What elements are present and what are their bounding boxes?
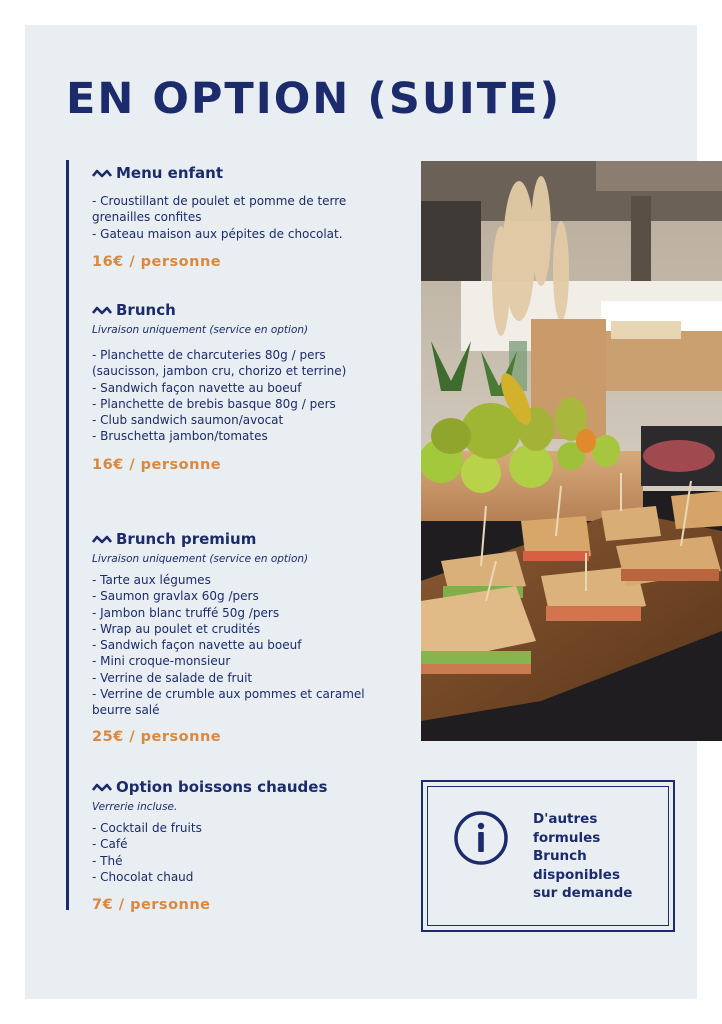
section-brunch-premium [92,528,392,745]
info-line: D'autres [533,811,598,827]
section-header [92,776,392,798]
section-subtitle: Verrerie incluse. [92,801,178,813]
wave-icon [92,167,112,179]
item-list [92,193,392,242]
section-boissons-chaudes [92,776,392,913]
list-item: - Sandwich façon navette au boeuf [92,638,302,653]
section-title: Option boissons chaudes [116,778,328,796]
list-item: - Mini croque-monsieur [92,654,231,669]
info-text [533,810,653,903]
vertical-divider [66,160,69,910]
section-subtitle: Livraison uniquement (service en option) [92,324,309,336]
list-item: - Cocktail de fruits [92,821,202,835]
info-icon [453,810,509,866]
section-header [92,162,392,184]
page-title: EN OPTION (SUITE) [66,74,562,124]
list-item: - Café [92,837,128,852]
list-item: - Verrine de salade de fruit [92,670,253,685]
photo-illustration [421,161,722,741]
section-title: Brunch premium [116,530,257,548]
info-line: sur demande [533,885,633,901]
info-line: Brunch [533,848,587,864]
list-item: - Sandwich façon navette au boeuf [92,380,302,395]
section-header [92,528,392,550]
section-title: Brunch [116,301,176,319]
section-menu-enfant [92,162,392,270]
list-item: - Thé [92,853,123,868]
info-box [421,780,675,932]
brunch-buffet-photo [421,161,722,741]
section-brunch [92,299,392,473]
info-line: disponibles [533,866,620,883]
list-item: - Club sandwich saumon/avocat [92,413,284,428]
item-list [92,347,392,445]
section-header [92,299,392,321]
section-subtitle: Livraison uniquement (service en option) [92,553,309,565]
wave-icon [92,781,112,793]
list-item: - Planchette de brebis basque 80g / pers [92,396,336,411]
list-item: - Planchette de charcuteries 80g / pers (saucisson, jambon cru, chorizo et terrine) [92,348,347,379]
wave-icon [92,533,112,545]
section-price: 16€ / personne [92,253,222,270]
section-price: 7€ / personne [92,897,211,914]
list-item: - Saumon gravlax 60g /pers [92,589,259,604]
section-price: 25€ / personne [92,728,222,745]
list-item: - Tarte aux légumes [92,573,211,587]
item-list [92,820,392,885]
list-item: - Jambon blanc truffé 50g /pers [92,605,280,620]
list-item: - Chocolat chaud [92,869,194,884]
list-item: - Bruschetta jambon/tomates [92,429,268,444]
item-list [92,572,392,719]
list-item: - Wrap au poulet et crudités [92,621,261,636]
section-price: 16€ / personne [92,456,222,473]
section-title: Menu enfant [116,164,224,182]
list-item: - Gateau maison aux pépites de chocolat. [92,226,343,241]
list-item: - Croustillant de poulet et pomme de terre grenailles confites [92,194,347,225]
wave-icon [92,304,112,316]
info-line: formules [533,829,601,846]
list-item: - Verrine de crumble aux pommes et caramel beurre salé [92,687,365,718]
